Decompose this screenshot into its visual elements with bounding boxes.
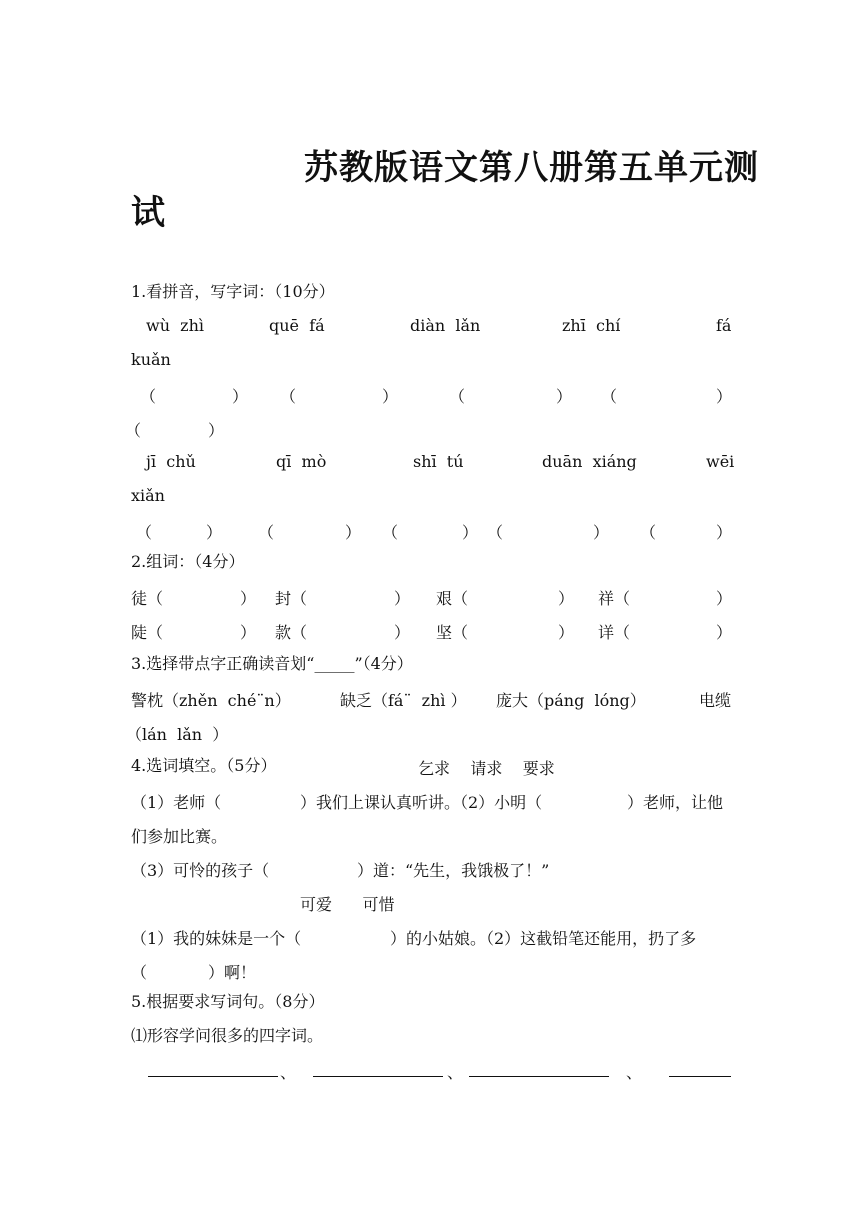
q1-blank-open: （ bbox=[280, 387, 297, 406]
q1-blank-open: （ bbox=[258, 523, 275, 542]
q1-blank-open: （ bbox=[487, 523, 504, 542]
q4-sentence-4a: （1）我的妹妹是一个（ bbox=[131, 929, 302, 948]
q1-pinyin-1: wù zhì bbox=[146, 316, 205, 335]
q2-char-3: 艰 bbox=[436, 589, 453, 608]
q2-char-1: 徒 bbox=[131, 589, 148, 608]
q4-sentence-4-wrap-open: （ bbox=[131, 963, 148, 982]
document-title: 苏教版语文第八册第五单元测 bbox=[304, 148, 759, 188]
answer-line[interactable] bbox=[469, 1076, 609, 1077]
q1-blank-close: ） bbox=[345, 523, 362, 542]
q1-blank-close: ） bbox=[232, 387, 249, 406]
q2-blank-open: （ bbox=[147, 589, 164, 608]
q3-item-4-wrap: （lán lǎn ） bbox=[126, 725, 229, 744]
q2-blank-close: ） bbox=[394, 623, 411, 642]
q1-blank-close: ） bbox=[716, 387, 733, 406]
q3-item-1: 警枕（zhěn ché¨n） bbox=[131, 691, 291, 710]
q2-blank-close: ） bbox=[558, 623, 575, 642]
q4-sentence-3a: （3）可怜的孩子（ bbox=[131, 861, 270, 880]
q1-pinyin-7: qī mò bbox=[276, 452, 327, 471]
q1-pinyin-4: zhī chí bbox=[562, 316, 621, 335]
q4-sentence-4b: ）的小姑娘。（2）这截铅笔还能用，扔了多 bbox=[390, 929, 697, 948]
q2-blank-open: （ bbox=[614, 623, 631, 642]
q1-blank-open: （ bbox=[140, 387, 157, 406]
q2-heading: 2.组词：（4分） bbox=[131, 552, 245, 571]
answer-line[interactable] bbox=[148, 1076, 278, 1077]
q1-blank-close: ） bbox=[206, 523, 223, 542]
q2-blank-open: （ bbox=[291, 589, 308, 608]
answer-line[interactable] bbox=[669, 1076, 731, 1077]
q4-sentence-1c: ）老师，让他 bbox=[627, 793, 724, 812]
q2-blank-open: （ bbox=[614, 589, 631, 608]
q2-char-8: 详 bbox=[598, 623, 615, 642]
q1-pinyin-10: wēi bbox=[706, 452, 735, 471]
q3-item-4: 电缆 bbox=[699, 691, 732, 710]
q4-sentence-1-wrap: 们参加比赛。 bbox=[131, 827, 228, 846]
q1-pinyin-3: diàn lǎn bbox=[410, 316, 481, 335]
q1-pinyin-5: fá bbox=[716, 316, 732, 335]
q4-sentence-4-wrap-close: ）啊！ bbox=[208, 963, 257, 982]
document-title-wrap: 试 bbox=[131, 193, 165, 233]
answer-line[interactable] bbox=[313, 1076, 443, 1077]
q1-blank-open: （ bbox=[382, 523, 399, 542]
q3-item-3: 庞大（páng lóng） bbox=[496, 691, 646, 710]
q2-blank-open: （ bbox=[147, 623, 164, 642]
q1-blank-open: （ bbox=[640, 523, 657, 542]
q2-blank-close: ） bbox=[240, 589, 257, 608]
q1-blank-close: ） bbox=[716, 523, 733, 542]
q2-blank-close: ） bbox=[716, 623, 733, 642]
q1-pinyin-9: duān xiáng bbox=[542, 452, 637, 471]
q2-blank-close: ） bbox=[394, 589, 411, 608]
q2-char-2: 封 bbox=[275, 589, 292, 608]
q2-blank-open: （ bbox=[452, 623, 469, 642]
q5-heading: 5.根据要求写词句。（8分） bbox=[131, 992, 325, 1011]
q1-pinyin-5-wrap: kuǎn bbox=[131, 350, 171, 369]
q2-char-7: 坚 bbox=[436, 623, 453, 642]
q2-blank-close: ） bbox=[558, 589, 575, 608]
q2-blank-open: （ bbox=[452, 589, 469, 608]
q1-blank-open: （ bbox=[601, 387, 618, 406]
q1-blank-open: （ bbox=[449, 387, 466, 406]
answer-separator: 、 bbox=[626, 1063, 643, 1082]
q1-blank-open: （ bbox=[125, 421, 142, 440]
q1-heading: 1.看拼音，写字词：（10分） bbox=[131, 282, 335, 301]
q1-blank-close: ） bbox=[556, 387, 573, 406]
q2-blank-close: ） bbox=[240, 623, 257, 642]
q1-pinyin-10-wrap: xiǎn bbox=[131, 486, 165, 505]
q1-pinyin-2: quē fá bbox=[269, 316, 325, 335]
q1-pinyin-8: shī tú bbox=[413, 452, 464, 471]
q1-blank-open: （ bbox=[136, 523, 153, 542]
q1-blank-close: ） bbox=[382, 387, 399, 406]
answer-separator: 、 bbox=[280, 1063, 297, 1082]
q2-char-5: 陡 bbox=[131, 623, 148, 642]
q1-blank-close: ） bbox=[462, 523, 479, 542]
q1-pinyin-6: jī chǔ bbox=[146, 452, 196, 471]
answer-separator: 、 bbox=[447, 1063, 464, 1082]
q5-subquestion-1: ⑴形容学问很多的四字词。 bbox=[131, 1026, 324, 1045]
q4-heading: 4.选词填空。（5分） bbox=[131, 756, 277, 775]
q2-blank-open: （ bbox=[291, 623, 308, 642]
q1-blank-close: ） bbox=[593, 523, 610, 542]
q2-char-6: 款 bbox=[275, 623, 292, 642]
q4-word-group-2: 可爱 可惜 bbox=[300, 895, 395, 914]
q4-sentence-1b: ）我们上课认真听讲。（2）小明（ bbox=[300, 793, 543, 812]
q4-sentence-1a: （1）老师（ bbox=[131, 793, 222, 812]
q4-sentence-3b: ）道：“先生，我饿极了！” bbox=[357, 861, 550, 880]
q3-heading: 3.选择带点字正确读音划“_____”（4分） bbox=[131, 654, 413, 673]
q2-char-4: 祥 bbox=[598, 589, 615, 608]
q1-blank-close: ） bbox=[208, 421, 225, 440]
q4-word-group-1: 乞求 请求 要求 bbox=[418, 759, 555, 778]
q3-item-2: 缺乏（fá¨ zhì ） bbox=[340, 691, 467, 710]
q2-blank-close: ） bbox=[716, 589, 733, 608]
